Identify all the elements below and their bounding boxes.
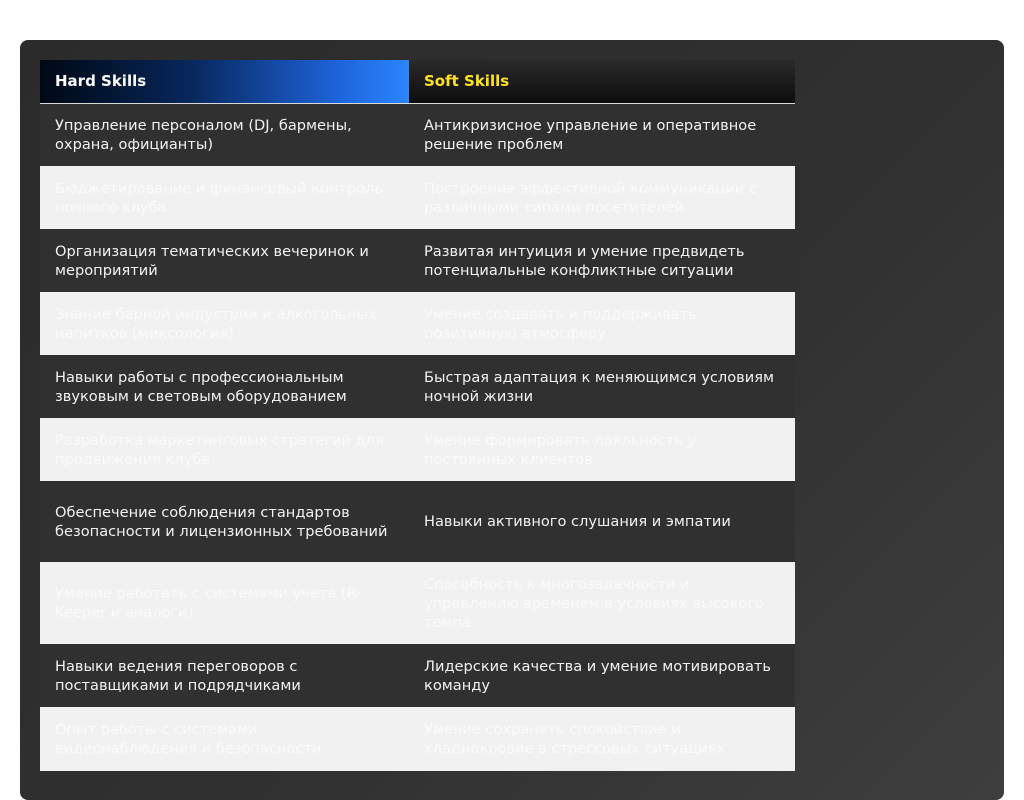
soft-skill-cell: Способность к многозадачности и управлению временем в условиях высокого темпа — [409, 562, 795, 644]
soft-skill-cell: Лидерские качества и умение мотивировать команду — [409, 644, 795, 707]
hard-skill-cell: Опыт работы с системами видеонаблюдения и безопасности — [40, 707, 409, 771]
table-row — [40, 644, 795, 707]
table-row — [40, 103, 795, 166]
table-row — [40, 707, 795, 771]
table-header-row — [40, 60, 795, 103]
soft-skill-cell: Построение эффективной коммуникации с различными типами посетителей — [409, 166, 795, 229]
hard-skill-cell: Бюджетирование и финансовый контроль ночного клуба — [40, 166, 409, 229]
table-row — [40, 418, 795, 481]
soft-skill-cell: Умение сохранять спокойствие и хладнокровие в стрессовых ситуациях — [409, 707, 795, 771]
skills-card — [20, 40, 1004, 800]
soft-skill-cell: Умение создавать и поддерживать позитивную атмосферу — [409, 292, 795, 355]
hard-skill-cell: Знание барной индустрии и алкогольных напитков (миксология) — [40, 292, 409, 355]
hard-skill-cell: Навыки ведения переговоров с поставщиками и подрядчиками — [40, 644, 409, 707]
hard-skills-header: Hard Skills — [40, 60, 409, 103]
hard-skill-cell: Разработка маркетинговых стратегий для продвижения клуба — [40, 418, 409, 481]
soft-skill-cell: Развитая интуиция и умение предвидеть потенциальные конфликтные ситуации — [409, 229, 795, 292]
table-row — [40, 481, 795, 562]
soft-skill-cell: Антикризисное управление и оперативное решение проблем — [409, 103, 795, 166]
soft-skills-header: Soft Skills — [409, 60, 795, 103]
table-row — [40, 292, 795, 355]
table-row — [40, 355, 795, 418]
skills-table — [40, 60, 795, 771]
soft-skill-cell: Быстрая адаптация к меняющимся условиям ночной жизни — [409, 355, 795, 418]
table-row — [40, 166, 795, 229]
hard-skill-cell: Управление персоналом (DJ, бармены, охрана, официанты) — [40, 103, 409, 166]
soft-skill-cell: Навыки активного слушания и эмпатии — [409, 481, 795, 562]
hard-skill-cell: Навыки работы с профессиональным звуковым и световым оборудованием — [40, 355, 409, 418]
table-row — [40, 229, 795, 292]
table-row — [40, 562, 795, 644]
hard-skill-cell: Организация тематических вечеринок и мероприятий — [40, 229, 409, 292]
hard-skill-cell: Умение работать с системами учета (R-Keeper и аналоги) — [40, 562, 409, 644]
soft-skill-cell: Умение формировать лояльность у постоянных клиентов — [409, 418, 795, 481]
hard-skill-cell: Обеспечение соблюдения стандартов безопасности и лицензионных требований — [40, 481, 409, 562]
